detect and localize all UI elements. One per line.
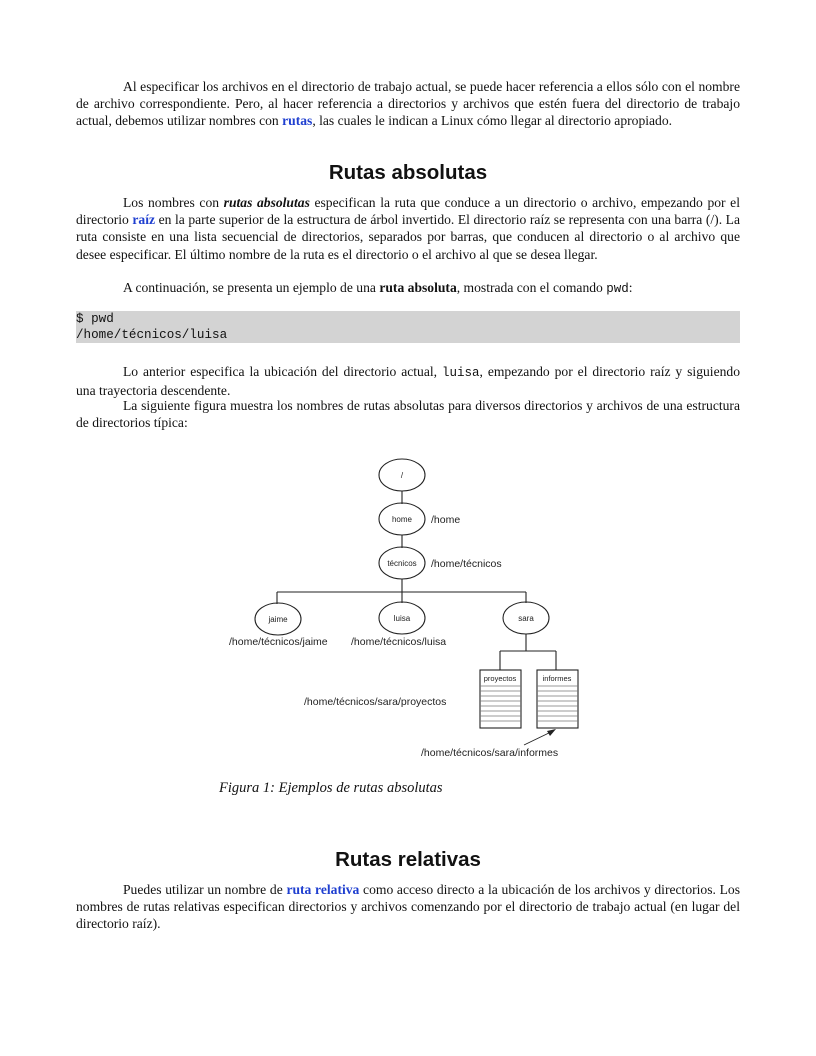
path-proyectos: /home/técnicos/sara/proyectos <box>304 696 447 708</box>
example-text-2: , mostrada con el comando <box>456 280 607 295</box>
figure-intro-text: La siguiente figura muestra los nombres de rutas absolutas para diversos directorios y archivos de una estructura de directorios típica: <box>76 398 740 431</box>
ruta-absoluta-strong: ruta absoluta <box>379 280 457 295</box>
label-luisa: luisa <box>393 614 411 623</box>
explanation-text-2: , empezando por el directorio raíz y siguiendo una trayectoria descendente. <box>76 364 741 399</box>
example-text-3: : <box>628 280 633 295</box>
example-text-1: A continuación, se presenta un ejemplo de una <box>123 280 380 295</box>
rutas-absolutas-emphasis: rutas absolutas <box>223 195 310 210</box>
intro-text-1: Al especificar los archivos en el directorio de trabajo actual, se puede hacer referencia a ellos sólo con el nombre de archivo correspondiente. Pero, al hacer referencia a directorios y archivos que estén fuera del directorio de trabajo actual, debemos utilizar nombres con <box>76 79 740 129</box>
code-line-output: /home/técnicos/luisa <box>76 328 228 342</box>
path-jaime: /home/técnicos/jaime <box>229 636 328 648</box>
label-home: home <box>391 515 413 524</box>
absolutas-text-3: en la parte superior de la estructura de árbol invertido. El directorio raíz se representa con una barra (/). La ruta consiste en una lista secuencial de directorios, separados por barras, que conducen al directorio o al archivo que desee especificar. El último nombre de la ruta es el directorio o el archivo al que se desea llegar. <box>76 212 740 262</box>
raiz-link[interactable]: raíz <box>132 212 156 228</box>
relativas-text-1: Puedes utilizar un nombre de <box>123 882 287 897</box>
arrow-head-informes <box>547 729 556 736</box>
path-tecnicos: /home/técnicos <box>431 558 502 570</box>
absolutas-text-2: especifican la ruta que conduce a un directorio o archivo, empezando por el directorio <box>76 195 740 228</box>
ruta-relativa-link[interactable]: ruta relativa <box>286 882 360 897</box>
relativas-text-2: como acceso directo a la ubicación de los archivos y directorios. Los nombres de rutas relativas especifican directorios y archivos comenzando por el directorio de trabajo actual (en lugar del directorio raíz). <box>76 882 740 932</box>
figure-caption: Figura 1: Ejemplos de rutas absolutas <box>219 780 443 796</box>
file-lines <box>480 686 578 721</box>
absolutas-text-1: Los nombres con <box>123 195 224 210</box>
heading-rutas-absolutas: Rutas absolutas <box>328 161 488 184</box>
path-informes: /home/técnicos/sara/informes <box>421 747 559 759</box>
intro-text-2: , las cuales le indican a Linux cómo llegar al directorio apropiado. <box>312 113 673 129</box>
label-informes: informes <box>542 674 572 683</box>
label-root: / <box>400 471 404 480</box>
code-line-command: $ pwd <box>76 312 114 326</box>
label-tecnicos: técnicos <box>387 559 417 568</box>
label-proyectos: proyectos <box>483 674 517 683</box>
pwd-inline-code: pwd <box>606 282 629 296</box>
heading-rutas-relativas: Rutas relativas <box>335 848 481 871</box>
luisa-inline-code: luisa <box>441 366 480 380</box>
label-sara: sara <box>518 614 534 623</box>
explanation-text-1: Lo anterior especifica la ubicación del directorio actual, <box>123 364 442 379</box>
relativas-paragraph <box>76 881 740 933</box>
rutas-link[interactable]: rutas <box>282 113 313 129</box>
path-luisa: /home/técnicos/luisa <box>351 636 447 648</box>
path-home: /home <box>431 514 461 526</box>
label-jaime: jaime <box>268 615 288 624</box>
